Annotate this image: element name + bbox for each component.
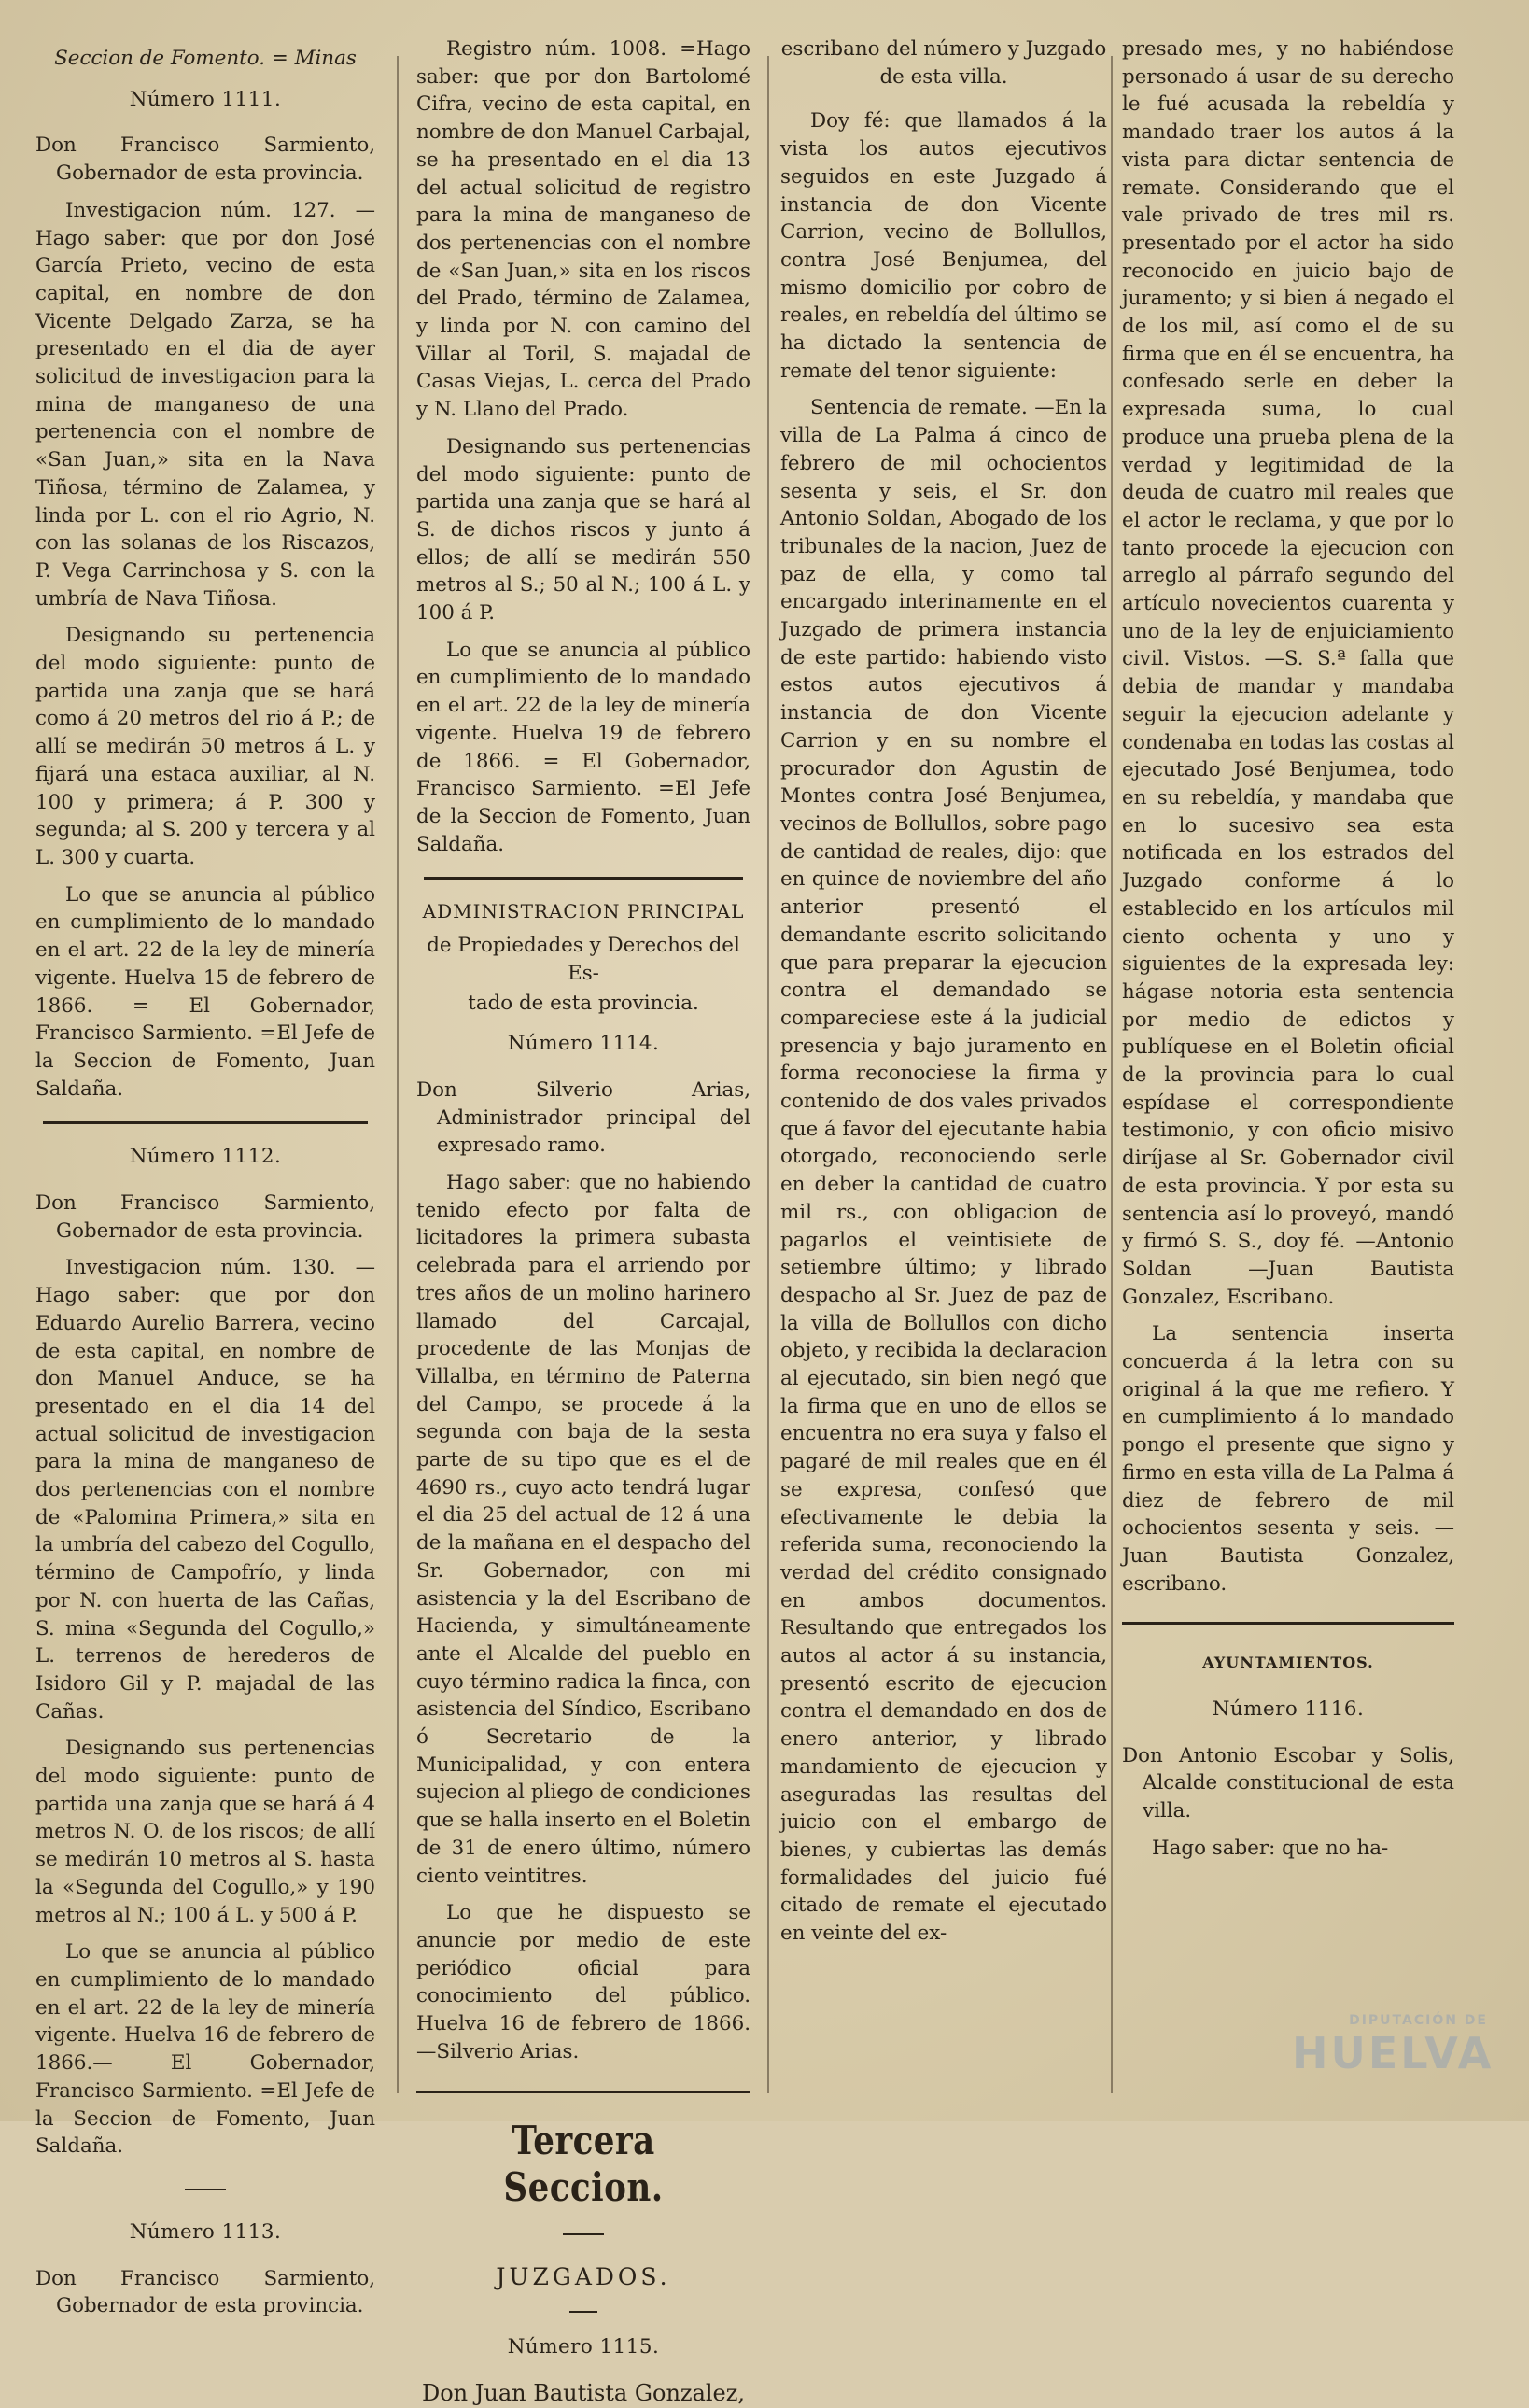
governor-line: Don Francisco Sarmiento, Gobernador de esta provincia.: [35, 2266, 375, 2318]
watermark-text: HUELVA: [1292, 2028, 1494, 2078]
column-rule: [767, 56, 769, 2093]
admin-heading: ADMINISTRACION PRINCIPAL: [422, 900, 745, 923]
subsection-title: AYUNTAMIENTOS.: [1202, 1654, 1374, 1672]
section-divider: [1122, 1622, 1454, 1625]
admin-subheading: tado de esta provincia.: [468, 991, 699, 1015]
section-divider: [43, 1121, 368, 1124]
notice-number: Número 1111.: [129, 87, 282, 111]
column-1: [35, 35, 375, 2318]
notice-number: Número 1116.: [1212, 1697, 1365, 1722]
notice-paragraph: Designando sus pertenencias del modo siguiente: punto de partida una zanja que se hará al S. de dichos riscos y junto á ellos; de allí se medirán 550 metros al S.; 50 al N.; 100 á L. y 100 á P.: [416, 434, 750, 626]
column-3: [780, 35, 1107, 2103]
notice-number: Número 1115.: [507, 2335, 660, 2359]
notice-paragraph: Hago saber: que no habiendo tenido efecto por falta de licitadores la primera subasta celebrada para el arriendo por tres años de un molino harinero llamado del Carcajal, procedente de las Monjas de Villalba, en término de Paterna del Campo, se procede á la segunda con baja de la sesta parte de su tipo que es el de 4690 rs., cuyo acto tendrá lugar el dia 25 del actual de 12 á una de la mañana en el despacho del Sr. Gobernador, con mi asistencia y la del Escribano de Hacienda, y simultáneamente ante el Alcalde del pueblo en cuyo término radica la finca, con asistencia del Síndico, Escribano ó Secretario de la Municipalidad, y con entera sujecion al pliego de condiciones que se halla inserto en el Boletin de 31 de enero último, número ciento veintitres.: [416, 1171, 750, 1888]
notice-paragraph: Designando su pertenencia del modo siguiente: punto de partida una zanja que se hará como á 20 metros del rio á P.; de allí se medirán 50 metros á L. y fijará una estaca auxiliar, al N. 100 y primera; á P. 300 y segunda; al S. 200 y tercera y al L. 300 y cuarta.: [35, 624, 375, 869]
notice-paragraph: Doy fé: que llamados á la vista los autos ejecutivos seguidos en este Juzgado á instancia de don Vicente Carrion, vecino de Bollullos, contra José Benjumea, del mismo domicilio por cobro de reales, en rebeldía del último se ha dictado la sentencia de remate del tenor siguiente:: [780, 109, 1107, 383]
notice-paragraph: Lo que se anuncia al público en cumplimiento de lo mandado en el art. 22 de la ley de minería vigente. Huelva 19 de febrero de 1866. = El Gobernador, Francisco Sarmiento. =El Jefe de la Seccion de Fomento, Juan Saldaña.: [416, 638, 750, 856]
governor-line: Don Francisco Sarmiento, Gobernador de esta provincia.: [35, 1191, 375, 1243]
notice-paragraph: Registro núm. 1008. =Hago saber: que por don Bartolomé Cifra, vecino de esta capital, en nombre de don Manuel Carbajal, se ha presentado en el dia 13 del actual solicitud de registro para la mina de manganeso de dos pertenencias con el nombre de «San Juan,» sita en los riscos del Prado, término de Zalamea, y linda por N. con camino del Villar al Toril, S. majadal de Casas Viejas, L. cerca del Prado y N. Llano del Prado.: [416, 37, 750, 422]
subsection-title: JUZGADOS.: [496, 2262, 671, 2290]
notice-paragraph: La sentencia inserta concuerda á la letra con su original á la que me refiero. Y en cumplimiento á lo mandado pongo el presente que signo y firmo en esta villa de La Palma á diez de febrero de mil ochocientos sesenta y seis. —Juan Bautista Gonzalez, escribano.: [1122, 1322, 1454, 1596]
watermark-top-text: DIPUTACIÓN DE: [1349, 2013, 1488, 2028]
notice-paragraph: Investigacion núm. 130. —Hago saber: que por don Eduardo Aurelio Barrera, vecino de esta capital, en nombre de don Manuel Anduce, se ha presentado en el dia 14 del actual solicitud de investigacion para la mina de manganeso de dos pertenencias con el nombre de «Palomina Primera,» sita en la umbría del cabezo del Cogullo, término de Campofrío, y linda por N. con huerta de las Cañas, S. mina «Segunda del Cogullo,» L. terrenos de herederos de Isidoro Gil y P. majadal de las Cañas.: [35, 1256, 375, 1724]
column-rule: [397, 56, 399, 2093]
governor-line: Don Francisco Sarmiento, Gobernador de esta provincia.: [35, 134, 375, 186]
short-divider: [185, 2189, 226, 2190]
short-divider: [563, 2233, 604, 2235]
notice-paragraph: Lo que se anuncia al público en cumplimiento de lo mandado en el art. 22 de la ley de minería vigente. Huelva 16 de febrero de 1866.— El Gobernador, Francisco Sarmiento. =El Jefe de la Seccion de Fomento, Juan Saldaña.: [35, 1940, 375, 2159]
notice-number: Número 1113.: [129, 2219, 282, 2244]
column-4: [1122, 35, 1454, 2103]
section-title: Tercera Seccion.: [503, 2117, 664, 2210]
notice-paragraph: Lo que se anuncia al público en cumplimiento de lo mandado en el art. 22 de la ley de minería vigente. Huelva 15 de febrero de 1866. = El Gobernador, Francisco Sarmiento. =El Jefe de la Seccion de Fomento, Juan Saldaña.: [35, 882, 375, 1101]
section-divider: [416, 2091, 750, 2093]
section-header: Seccion de Fomento. = Minas: [54, 47, 357, 70]
short-divider: [569, 2311, 597, 2313]
notice-number: Número 1112.: [129, 1145, 282, 1169]
notary-name: Don Juan Bautista Gonzalez,: [421, 2379, 746, 2406]
sentence-paragraph: Sentencia de remate. —En la villa de La Palma á cinco de febrero de mil ochocientos sesenta y seis, el Sr. don Antonio Soldan, Abogado de los tribunales de la nacion, Juez de paz de ella, y como tal encargado interinamente en el Juzgado de primera instancia de este partido: habiendo visto estos autos ejecutivos á instancia de don Vicente Carrion y en su nombre el procurador don Agustin de Montes contra José Benjumea, vecinos de Bollullos, sobre pago de cantidad de reales, dijo: que en quince de noviembre del año anterior presentó el demandante escrito solicitando que para preparar la ejecucion contra el demandado se compareciese este á la judicial presencia y bajo juramento en forma reconociese la firma y contenido de dos vales privados que á favor del ejecutante habia otorgado, reconociendo serle en deber la cantidad de cuatro mil rs., con obligacion de pagarlos el veintisiete de setiembre último; y librado despacho al Sr. Juez de paz de la villa de Bollullos con dicho objeto, y recibida la declaracion al ejecutado, sin bien negó que la firma que en uno de ellos se encuentra no era suya y falso el pagaré de mil reales que en él se expresa, confesó que efectivamente le debia la referida suma, reconociendo la verdad del crédito consignado en ambos documentos. Resultando que entregados los autos al actor á su instancia, presentó escrito de ejecucion contra el demandado en dos de enero anterior, y librado mandamiento de ejecucion y aseguradas las resultas del juicio con el embargo de bienes, y cubiertas las demás formalidades del juicio fué citado de remate el ejecutado en veinte del ex-: [780, 396, 1107, 1946]
notice-paragraph: Lo que he dispuesto se anuncie por medio de este periódico oficial para conocimiento del público. Huelva 16 de febrero de 1866. —Silverio Arias.: [416, 1901, 750, 2063]
sentence-paragraph: presado mes, y no habiéndose personado á usar de su derecho le fué acusada la rebeldía y mandado traer los autos á la vista para dictar sentencia de remate. Considerando que el vale privado de tres mil rs. presentado por el actor ha sido reconocido en juicio bajo de juramento; y si bien á negado el de los mil, así como el de su firma que en él se encuentra, ha confesado serle en deber la expresada suma, lo cual produce una prueba plena de la verdad y legitimidad de la deuda de cuatro mil reales que el actor le reclama, y que por lo tanto procede la ejecucion con arreglo al párrafo segundo del artículo novecientos cuarenta y uno de la ley de enjuiciamiento civil. Vistos. —S. S.ª falla que debia de mandar y mandaba seguir la ejecucion adelante y condenaba en todas las costas al ejecutado José Benjumea, todo en su rebeldía, y mandaba que en lo sucesivo sea esta notificada en los estrados del Juzgado conforme á lo establecido en los artículos mil ciento ochenta y uno y siguientes de la expresada ley: hágase notoria esta sentencia por medio de edictos y publíquese en el Boletin oficial de la provincia para lo cual espídase el correspondiente testimonio, y con oficio misivo diríjase al Sr. Gobernador civil de esta provincia. Y por esta su sentencia así lo proveyó, mandó y firmó S. S., doy fé. —Antonio Soldan —Juan Bautista Gonzalez, Escribano.: [1122, 37, 1454, 1309]
notice-number: Número 1114.: [507, 1032, 660, 1056]
column-rule: [1111, 56, 1113, 2093]
notary-title: escribano del número y Juzgado de esta villa.: [780, 37, 1107, 89]
section-divider: [424, 877, 743, 880]
notice-paragraph: Designando sus pertenencias del modo siguiente: punto de partida una zanja que se hará á 4 metros N. O. de los riscos; de allí se medirán 10 metros al S. hasta la «Segunda del Cogullo,» y 190 metros al N.; 100 á L. y 500 á P.: [35, 1737, 375, 1927]
notice-paragraph: Investigacion núm. 127. —Hago saber: que por don José García Prieto, vecino de esta capital, en nombre de don Vicente Delgado Zarza, se ha presentado en el dia de ayer solicitud de investigacion para la mina de manganeso de una pertenencia con el nombre de «San Juan,» sita en la Nava Tiñosa, término de Zalamea, y linda por L. con el rio Agrio, N. con las solanas de los Riscazos, P. Vega Carrinchosa y S. con la umbría de Nava Tiñosa.: [35, 198, 375, 611]
admin-subheading: de Propiedades y Derechos del Es-: [427, 934, 740, 985]
administrator-line: Don Silverio Arias, Administrador principal del expresado ramo.: [416, 1077, 750, 1158]
notice-paragraph: Hago saber: que no ha-: [1152, 1836, 1389, 1860]
alcalde-line: Don Antonio Escobar y Solis, Alcalde constitucional de esta villa.: [1122, 1743, 1454, 1824]
column-2: [416, 35, 750, 2406]
